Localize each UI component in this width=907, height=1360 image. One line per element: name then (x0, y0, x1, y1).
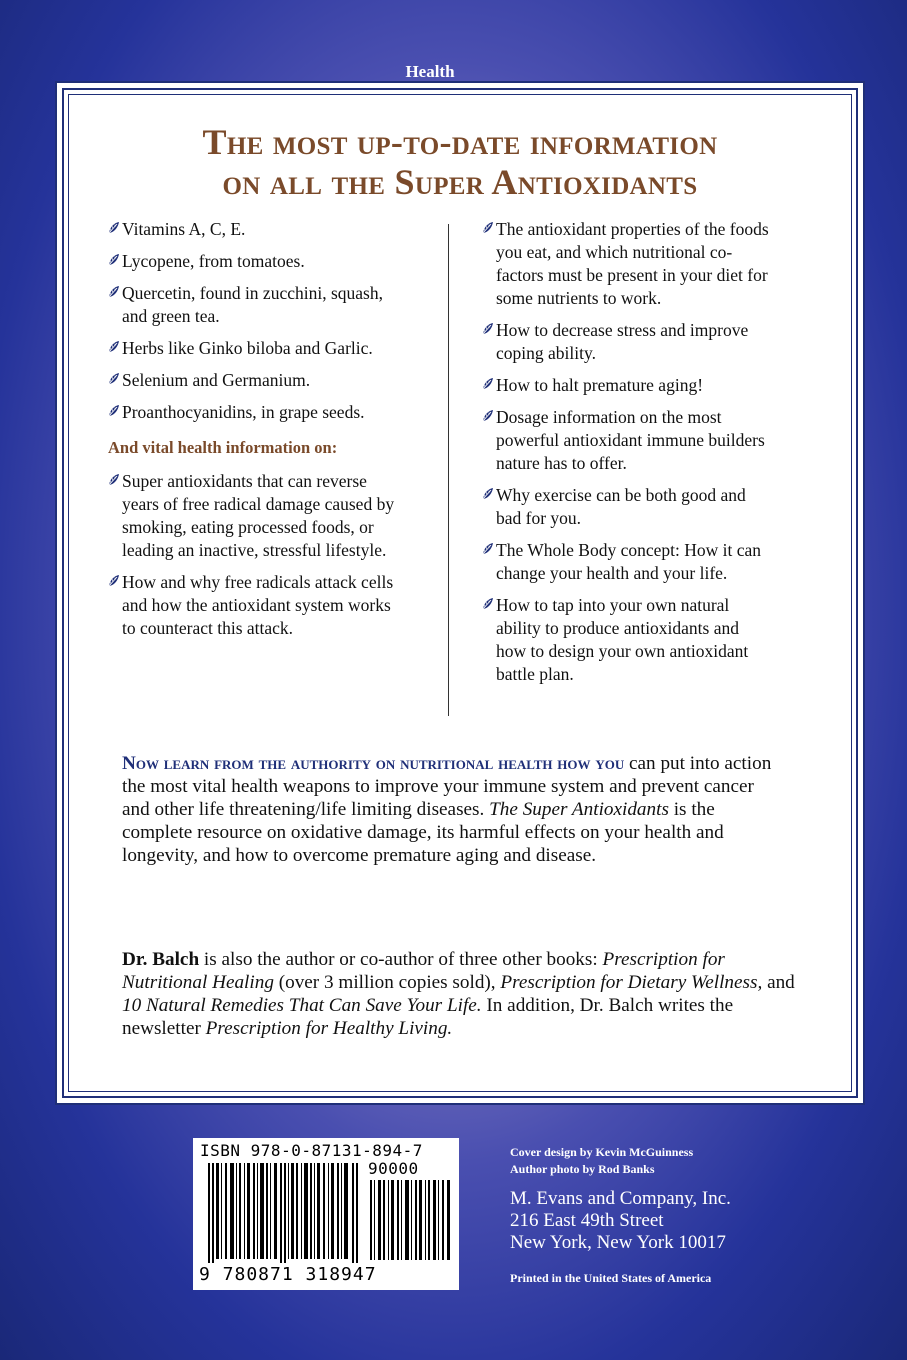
leaf-bullet-icon (108, 372, 120, 386)
list-item: Why exercise can be both good and bad for you. (482, 484, 772, 530)
headline (64, 122, 856, 202)
author-text: and (762, 972, 795, 993)
author-text: is also the author or co-author of three other books: (199, 949, 603, 970)
leaf-bullet-icon (482, 597, 494, 611)
book-title: Prescription for Dietary Wellness, (500, 972, 763, 993)
leaf-bullet-icon (482, 542, 494, 556)
health-info-list (108, 470, 408, 640)
photo-credit: Author photo by Rod Banks (510, 1162, 655, 1176)
leaf-bullet-icon (482, 409, 494, 423)
info-panel (62, 88, 858, 1098)
headline-line-1: The most up-to-date information (202, 122, 718, 162)
subheading: And vital health information on: (108, 438, 338, 457)
leaf-bullet-icon (108, 221, 120, 235)
newsletter-title: Prescription for Healthy Living. (205, 1018, 453, 1039)
publisher-name: M. Evans and Company, Inc. (510, 1188, 731, 1209)
list-item: How to halt premature aging! (482, 374, 772, 397)
list-item: How to tap into your own natural ability to produce antioxidants and how to design your own antioxidant battle plan. (482, 594, 772, 686)
category-label: Health (405, 62, 455, 81)
isbn-number: ISBN 978-0-87131-894-7 (200, 1141, 423, 1160)
leaf-bullet-icon (108, 253, 120, 267)
headline-line-2: on all the Super Antioxidants (222, 162, 698, 202)
leaf-bullet-icon (108, 404, 120, 418)
description-text-2: is the complete resource on oxidative damage, its harmful effects on your health and longevity, and how to overcome premature aging and disease. (122, 799, 724, 866)
price-code: 90000 (368, 1159, 419, 1178)
list-item: Proanthocyanidins, in grape seeds. (108, 401, 408, 424)
list-item: The Whole Body concept: How it can change your health and your life. (482, 539, 772, 585)
left-column (108, 218, 408, 649)
description-paragraph (122, 752, 782, 867)
right-column (482, 218, 772, 695)
description-text-1: can put into action the most vital health weapons to improve your immune system and prevent cancer and other life threatening/life limiting diseases. (122, 753, 772, 820)
description-lead: Now learn from the authority on nutritional health how you (122, 753, 625, 774)
author-bio (122, 948, 812, 1040)
ean-barcode-icon (208, 1163, 360, 1263)
author-text: In addition, Dr. Balch writes the newsletter (122, 995, 734, 1039)
book-title: 10 Natural Remedies That Can Save Your Life. (122, 995, 482, 1016)
cover-credit: Cover design by Kevin McGuinness (510, 1145, 694, 1159)
leaf-bullet-icon (108, 473, 120, 487)
leaf-bullet-icon (482, 487, 494, 501)
list-item: Vitamins A, C, E. (108, 218, 408, 241)
author-name: Dr. Balch (122, 949, 200, 970)
publisher-city: New York, New York 10017 (510, 1232, 726, 1253)
column-divider (448, 224, 449, 716)
leaf-bullet-icon (482, 377, 494, 391)
antioxidant-list (108, 218, 408, 424)
book-title: The Super Antioxidants (489, 799, 669, 820)
publisher-street: 216 East 49th Street (510, 1210, 664, 1231)
price-barcode-icon (370, 1180, 454, 1260)
list-item: Dosage information on the most powerful antioxidant immune builders nature has to offer. (482, 406, 772, 475)
publisher-info (510, 1188, 731, 1254)
list-item: The antioxidant properties of the foods you eat, and which nutritional co-factors must be present in your diet for some nutrients to work. (482, 218, 772, 310)
list-item: Lycopene, from tomatoes. (108, 250, 408, 273)
list-item: Super antioxidants that can reverse years of free radical damage caused by smoking, eating processed foods, or leading an inactive, stressful lifestyle. (108, 470, 408, 562)
list-item: Herbs like Ginko biloba and Garlic. (108, 337, 408, 360)
leaf-bullet-icon (108, 340, 120, 354)
printed-note: Printed in the United States of America (510, 1271, 712, 1285)
list-item: Selenium and Germanium. (108, 369, 408, 392)
leaf-bullet-icon (108, 574, 120, 588)
list-item: How and why free radicals attack cells and how the antioxidant system works to counteract this attack. (108, 571, 408, 640)
leaf-bullet-icon (108, 285, 120, 299)
author-text: (over 3 million copies sold), (273, 972, 501, 993)
leaf-bullet-icon (482, 221, 494, 235)
leaf-bullet-icon (482, 322, 494, 336)
benefits-list (482, 218, 772, 686)
book-title: Prescription for Nutritional Healing (122, 949, 725, 993)
list-item: How to decrease stress and improve coping ability. (482, 319, 772, 365)
credits (510, 1144, 693, 1178)
list-item: Quercetin, found in zucchini, squash, and green tea. (108, 282, 408, 328)
ean-number: 9 780871 318947 (199, 1264, 377, 1285)
